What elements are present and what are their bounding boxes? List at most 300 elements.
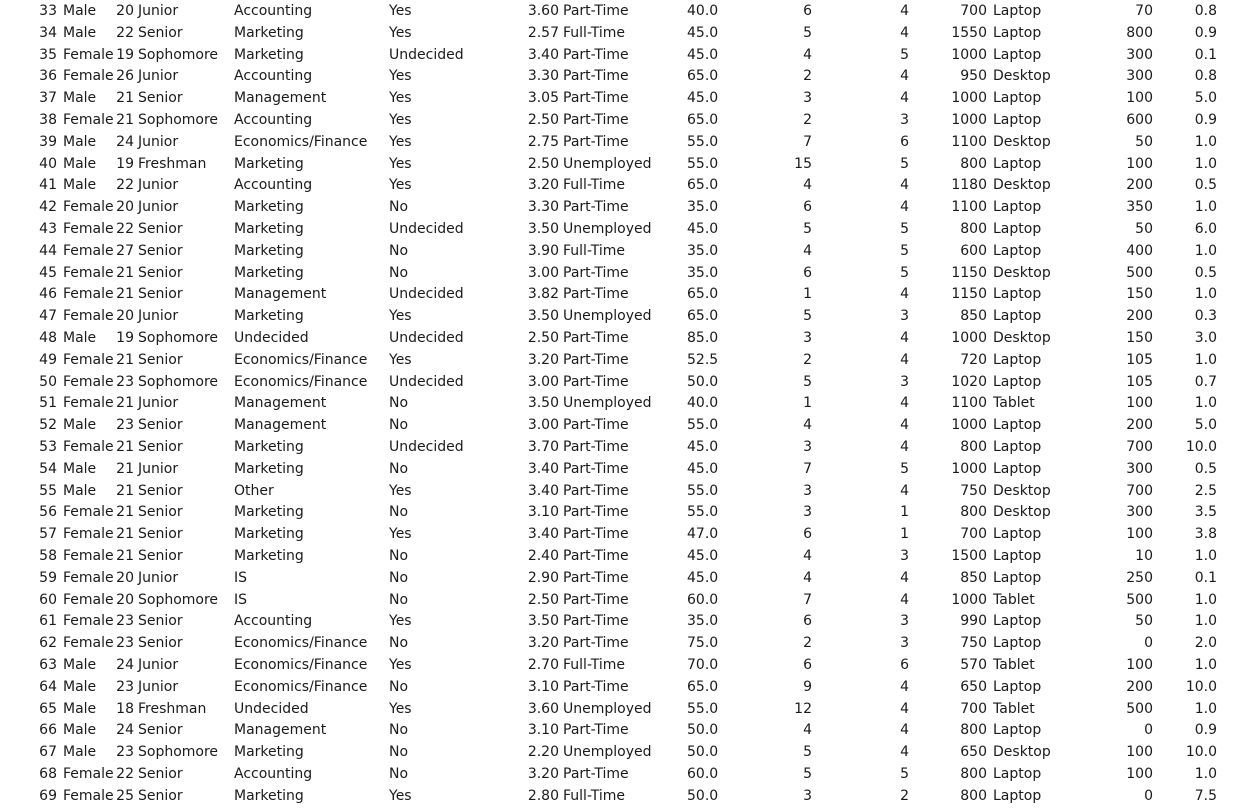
computer-cell: Desktop xyxy=(993,482,1051,499)
salary-cell: 60.0 xyxy=(687,591,719,608)
gender-cell: Female xyxy=(63,308,114,325)
salary-cell: 47.0 xyxy=(687,526,719,543)
spending-cell: 700 xyxy=(960,526,987,543)
gpa-cell: 3.40 xyxy=(527,482,559,499)
gender-cell: Female xyxy=(63,373,114,390)
grad-intention-cell: No xyxy=(389,678,409,695)
spending-cell: 800 xyxy=(960,766,987,782)
class-cell: Freshman xyxy=(138,155,207,172)
table-row xyxy=(0,219,1246,241)
wealth-cell: 5.0 xyxy=(1194,417,1217,434)
major-cell: Accounting xyxy=(234,766,313,782)
spending-cell: 950 xyxy=(960,68,987,85)
id-cell: 44 xyxy=(39,242,57,259)
satisfaction-cell: 5 xyxy=(900,221,909,237)
age-cell: 20 xyxy=(116,199,134,216)
computer-cell: Desktop xyxy=(993,264,1051,281)
gpa-cell: 3.30 xyxy=(527,199,559,216)
text-messages-cell: 700 xyxy=(1126,439,1153,455)
grad-intention-cell: Yes xyxy=(389,482,412,499)
employment-cell: Part-Time xyxy=(563,722,629,739)
satisfaction-cell: 4 xyxy=(900,177,909,194)
gender-cell: Female xyxy=(63,395,114,412)
table-row xyxy=(0,328,1246,350)
age-cell: 23 xyxy=(116,613,134,630)
class-cell: Senior xyxy=(138,221,183,237)
employment-cell: Unemployed xyxy=(563,155,652,172)
satisfaction-cell: 1 xyxy=(900,504,909,521)
computer-cell: Desktop xyxy=(993,177,1051,194)
satisfaction-cell: 3 xyxy=(900,373,909,390)
computer-cell: Tablet xyxy=(993,395,1035,412)
social-networking-cell: 6 xyxy=(803,657,812,673)
social-networking-cell: 9 xyxy=(803,678,812,695)
wealth-cell: 1.0 xyxy=(1194,766,1217,782)
satisfaction-cell: 4 xyxy=(900,744,909,761)
employment-cell: Part-Time xyxy=(563,3,629,19)
major-cell: Marketing xyxy=(234,199,304,216)
id-cell: 56 xyxy=(39,504,57,521)
major-cell: Economics/Finance xyxy=(234,373,368,390)
computer-cell: Laptop xyxy=(993,3,1042,19)
gender-cell: Male xyxy=(63,482,97,499)
satisfaction-cell: 4 xyxy=(900,417,909,434)
social-networking-cell: 2 xyxy=(803,112,812,128)
computer-cell: Laptop xyxy=(993,155,1042,172)
class-cell: Junior xyxy=(138,68,179,85)
spending-cell: 570 xyxy=(960,657,987,673)
computer-cell: Laptop xyxy=(993,569,1042,586)
table-row xyxy=(0,720,1246,742)
gender-cell: Female xyxy=(63,199,114,216)
wealth-cell: 10.0 xyxy=(1185,744,1217,761)
major-cell: Marketing xyxy=(234,155,304,172)
age-cell: 21 xyxy=(116,90,134,107)
table-row xyxy=(0,66,1246,88)
age-cell: 21 xyxy=(116,264,134,281)
social-networking-cell: 3 xyxy=(803,787,812,804)
class-cell: Sophomore xyxy=(138,112,219,128)
gpa-cell: 3.20 xyxy=(527,177,559,194)
table-row xyxy=(0,306,1246,328)
spending-cell: 1180 xyxy=(951,177,987,194)
spending-cell: 990 xyxy=(960,613,987,630)
gender-cell: Male xyxy=(63,417,97,434)
major-cell: Accounting xyxy=(234,68,313,85)
salary-cell: 65.0 xyxy=(687,678,719,695)
id-cell: 48 xyxy=(39,330,57,346)
age-cell: 25 xyxy=(116,787,134,804)
gender-cell: Female xyxy=(63,68,114,85)
age-cell: 22 xyxy=(116,766,134,782)
grad-intention-cell: Yes xyxy=(389,155,412,172)
gpa-cell: 2.70 xyxy=(527,657,559,673)
satisfaction-cell: 5 xyxy=(900,460,909,477)
gpa-cell: 2.40 xyxy=(527,548,559,564)
social-networking-cell: 7 xyxy=(803,133,812,150)
text-messages-cell: 105 xyxy=(1126,373,1153,390)
id-cell: 39 xyxy=(39,133,57,150)
grad-intention-cell: Yes xyxy=(389,112,412,128)
gender-cell: Male xyxy=(63,460,97,477)
spending-cell: 1150 xyxy=(951,286,987,303)
text-messages-cell: 500 xyxy=(1126,700,1153,717)
gender-cell: Female xyxy=(63,264,114,281)
employment-cell: Part-Time xyxy=(563,591,629,608)
grad-intention-cell: No xyxy=(389,722,409,739)
salary-cell: 45.0 xyxy=(687,46,719,63)
satisfaction-cell: 3 xyxy=(900,548,909,564)
text-messages-cell: 500 xyxy=(1126,264,1153,281)
grad-intention-cell: Yes xyxy=(389,613,412,630)
spending-cell: 1150 xyxy=(951,264,987,281)
text-messages-cell: 0 xyxy=(1144,787,1153,804)
salary-cell: 55.0 xyxy=(687,417,719,434)
gpa-cell: 3.10 xyxy=(527,678,559,695)
social-networking-cell: 4 xyxy=(803,548,812,564)
satisfaction-cell: 4 xyxy=(900,351,909,368)
computer-cell: Laptop xyxy=(993,24,1042,41)
computer-cell: Laptop xyxy=(993,90,1042,107)
id-cell: 57 xyxy=(39,526,57,543)
id-cell: 66 xyxy=(39,722,57,739)
spending-cell: 1020 xyxy=(951,373,987,390)
text-messages-cell: 800 xyxy=(1126,24,1153,41)
salary-cell: 60.0 xyxy=(687,766,719,782)
id-cell: 35 xyxy=(39,46,57,63)
wealth-cell: 5.0 xyxy=(1194,90,1217,107)
class-cell: Junior xyxy=(138,199,179,216)
class-cell: Freshman xyxy=(138,700,207,717)
major-cell: Marketing xyxy=(234,504,304,521)
gender-cell: Female xyxy=(63,548,114,564)
satisfaction-cell: 6 xyxy=(900,133,909,150)
satisfaction-cell: 5 xyxy=(900,155,909,172)
computer-cell: Tablet xyxy=(993,591,1035,608)
text-messages-cell: 300 xyxy=(1126,460,1153,477)
age-cell: 21 xyxy=(116,286,134,303)
major-cell: IS xyxy=(234,591,248,608)
major-cell: Accounting xyxy=(234,613,313,630)
employment-cell: Full-Time xyxy=(563,177,625,194)
gender-cell: Female xyxy=(63,635,114,652)
spending-cell: 800 xyxy=(960,722,987,739)
gender-cell: Female xyxy=(63,526,114,543)
employment-cell: Part-Time xyxy=(563,417,629,434)
computer-cell: Laptop xyxy=(993,439,1042,455)
salary-cell: 45.0 xyxy=(687,548,719,564)
text-messages-cell: 300 xyxy=(1126,504,1153,521)
gpa-cell: 3.20 xyxy=(527,766,559,782)
major-cell: Marketing xyxy=(234,744,304,761)
class-cell: Senior xyxy=(138,722,183,739)
wealth-cell: 1.0 xyxy=(1194,700,1217,717)
grad-intention-cell: No xyxy=(389,417,409,434)
spending-cell: 800 xyxy=(960,221,987,237)
age-cell: 20 xyxy=(116,591,134,608)
age-cell: 20 xyxy=(116,308,134,325)
id-cell: 59 xyxy=(39,569,57,586)
spending-cell: 1000 xyxy=(951,417,987,434)
computer-cell: Laptop xyxy=(993,635,1042,652)
social-networking-cell: 2 xyxy=(803,351,812,368)
major-cell: Other xyxy=(234,482,274,499)
salary-cell: 65.0 xyxy=(687,308,719,325)
salary-cell: 65.0 xyxy=(687,112,719,128)
class-cell: Senior xyxy=(138,264,183,281)
age-cell: 27 xyxy=(116,242,134,259)
spending-cell: 1000 xyxy=(951,330,987,346)
spending-cell: 1100 xyxy=(951,199,987,216)
text-messages-cell: 250 xyxy=(1126,569,1153,586)
class-cell: Senior xyxy=(138,286,183,303)
employment-cell: Part-Time xyxy=(563,766,629,782)
table-row xyxy=(0,88,1246,110)
table-row xyxy=(0,502,1246,524)
social-networking-cell: 3 xyxy=(803,330,812,346)
social-networking-cell: 5 xyxy=(803,24,812,41)
salary-cell: 40.0 xyxy=(687,3,719,19)
gpa-cell: 3.40 xyxy=(527,526,559,543)
wealth-cell: 1.0 xyxy=(1194,657,1217,673)
id-cell: 54 xyxy=(39,460,57,477)
table-row xyxy=(0,197,1246,219)
class-cell: Senior xyxy=(138,90,183,107)
major-cell: Marketing xyxy=(234,264,304,281)
salary-cell: 50.0 xyxy=(687,787,719,804)
gpa-cell: 3.90 xyxy=(527,242,559,259)
id-cell: 64 xyxy=(39,678,57,695)
table-row xyxy=(0,590,1246,612)
text-messages-cell: 100 xyxy=(1126,155,1153,172)
social-networking-cell: 6 xyxy=(803,199,812,216)
gpa-cell: 3.40 xyxy=(527,46,559,63)
salary-cell: 45.0 xyxy=(687,439,719,455)
table-row xyxy=(0,459,1246,481)
id-cell: 45 xyxy=(39,264,57,281)
age-cell: 21 xyxy=(116,351,134,368)
employment-cell: Part-Time xyxy=(563,90,629,107)
satisfaction-cell: 4 xyxy=(900,330,909,346)
class-cell: Junior xyxy=(138,460,179,477)
table-row xyxy=(0,611,1246,633)
age-cell: 22 xyxy=(116,177,134,194)
computer-cell: Desktop xyxy=(993,744,1051,761)
computer-cell: Desktop xyxy=(993,330,1051,346)
age-cell: 26 xyxy=(116,68,134,85)
text-messages-cell: 0 xyxy=(1144,722,1153,739)
computer-cell: Tablet xyxy=(993,700,1035,717)
text-messages-cell: 50 xyxy=(1135,221,1153,237)
grad-intention-cell: Undecided xyxy=(389,439,464,455)
major-cell: Marketing xyxy=(234,439,304,455)
salary-cell: 65.0 xyxy=(687,68,719,85)
social-networking-cell: 5 xyxy=(803,373,812,390)
social-networking-cell: 1 xyxy=(803,395,812,412)
age-cell: 21 xyxy=(116,395,134,412)
gender-cell: Female xyxy=(63,504,114,521)
grad-intention-cell: No xyxy=(389,242,409,259)
age-cell: 18 xyxy=(116,700,134,717)
id-cell: 55 xyxy=(39,482,57,499)
id-cell: 38 xyxy=(39,112,57,128)
id-cell: 36 xyxy=(39,68,57,85)
gpa-cell: 3.50 xyxy=(527,395,559,412)
spending-cell: 1100 xyxy=(951,395,987,412)
major-cell: Marketing xyxy=(234,460,304,477)
table-row xyxy=(0,546,1246,568)
id-cell: 47 xyxy=(39,308,57,325)
id-cell: 50 xyxy=(39,373,57,390)
computer-cell: Laptop xyxy=(993,112,1042,128)
wealth-cell: 0.7 xyxy=(1194,373,1217,390)
table-row xyxy=(0,524,1246,546)
major-cell: Economics/Finance xyxy=(234,133,368,150)
age-cell: 23 xyxy=(116,744,134,761)
social-networking-cell: 5 xyxy=(803,308,812,325)
salary-cell: 45.0 xyxy=(687,221,719,237)
major-cell: IS xyxy=(234,569,248,586)
age-cell: 23 xyxy=(116,635,134,652)
gpa-cell: 3.40 xyxy=(527,460,559,477)
grad-intention-cell: Yes xyxy=(389,351,412,368)
employment-cell: Part-Time xyxy=(563,351,629,368)
employment-cell: Part-Time xyxy=(563,678,629,695)
salary-cell: 55.0 xyxy=(687,482,719,499)
wealth-cell: 1.0 xyxy=(1194,613,1217,630)
major-cell: Accounting xyxy=(234,177,313,194)
employment-cell: Unemployed xyxy=(563,744,652,761)
gender-cell: Female xyxy=(63,46,114,63)
class-cell: Sophomore xyxy=(138,591,219,608)
gender-cell: Male xyxy=(63,90,97,107)
text-messages-cell: 100 xyxy=(1126,526,1153,543)
text-messages-cell: 150 xyxy=(1126,330,1153,346)
employment-cell: Full-Time xyxy=(563,787,625,804)
text-messages-cell: 105 xyxy=(1126,351,1153,368)
grad-intention-cell: Undecided xyxy=(389,330,464,346)
grad-intention-cell: Yes xyxy=(389,657,412,673)
satisfaction-cell: 3 xyxy=(900,635,909,652)
table-row xyxy=(0,154,1246,176)
social-networking-cell: 4 xyxy=(803,177,812,194)
salary-cell: 65.0 xyxy=(687,286,719,303)
grad-intention-cell: No xyxy=(389,460,409,477)
age-cell: 20 xyxy=(116,3,134,19)
social-networking-cell: 6 xyxy=(803,3,812,19)
age-cell: 22 xyxy=(116,221,134,237)
major-cell: Marketing xyxy=(234,46,304,63)
major-cell: Marketing xyxy=(234,548,304,564)
social-networking-cell: 2 xyxy=(803,635,812,652)
id-cell: 33 xyxy=(39,3,57,19)
wealth-cell: 3.8 xyxy=(1194,526,1217,543)
wealth-cell: 0.3 xyxy=(1194,308,1217,325)
table-row xyxy=(0,1,1246,23)
class-cell: Sophomore xyxy=(138,744,219,761)
id-cell: 34 xyxy=(39,24,57,41)
table-row xyxy=(0,350,1246,372)
gender-cell: Male xyxy=(63,657,97,673)
spending-cell: 600 xyxy=(960,242,987,259)
employment-cell: Part-Time xyxy=(563,569,629,586)
social-networking-cell: 5 xyxy=(803,221,812,237)
class-cell: Senior xyxy=(138,548,183,564)
class-cell: Sophomore xyxy=(138,373,219,390)
table-row xyxy=(0,372,1246,394)
wealth-cell: 0.9 xyxy=(1194,112,1217,128)
text-messages-cell: 0 xyxy=(1144,635,1153,652)
computer-cell: Laptop xyxy=(993,242,1042,259)
text-messages-cell: 300 xyxy=(1126,68,1153,85)
class-cell: Senior xyxy=(138,504,183,521)
satisfaction-cell: 4 xyxy=(900,3,909,19)
wealth-cell: 0.1 xyxy=(1194,46,1217,63)
id-cell: 61 xyxy=(39,613,57,630)
major-cell: Marketing xyxy=(234,308,304,325)
gpa-cell: 2.90 xyxy=(527,569,559,586)
computer-cell: Laptop xyxy=(993,308,1042,325)
employment-cell: Unemployed xyxy=(563,308,652,325)
class-cell: Sophomore xyxy=(138,330,219,346)
spending-cell: 650 xyxy=(960,744,987,761)
grad-intention-cell: Yes xyxy=(389,68,412,85)
wealth-cell: 0.1 xyxy=(1194,569,1217,586)
class-cell: Senior xyxy=(138,766,183,782)
satisfaction-cell: 4 xyxy=(900,591,909,608)
employment-cell: Unemployed xyxy=(563,700,652,717)
class-cell: Junior xyxy=(138,395,179,412)
age-cell: 19 xyxy=(116,155,134,172)
class-cell: Junior xyxy=(138,569,179,586)
class-cell: Senior xyxy=(138,613,183,630)
spending-cell: 750 xyxy=(960,635,987,652)
employment-cell: Full-Time xyxy=(563,657,625,673)
satisfaction-cell: 4 xyxy=(900,722,909,739)
salary-cell: 75.0 xyxy=(687,635,719,652)
gpa-cell: 3.20 xyxy=(527,635,559,652)
grad-intention-cell: Yes xyxy=(389,526,412,543)
id-cell: 67 xyxy=(39,744,57,761)
wealth-cell: 1.0 xyxy=(1194,548,1217,564)
gpa-cell: 3.60 xyxy=(527,700,559,717)
major-cell: Marketing xyxy=(234,24,304,41)
text-messages-cell: 100 xyxy=(1126,744,1153,761)
gender-cell: Female xyxy=(63,221,114,237)
wealth-cell: 0.5 xyxy=(1194,177,1217,194)
major-cell: Management xyxy=(234,722,327,739)
salary-cell: 45.0 xyxy=(687,24,719,41)
wealth-cell: 3.0 xyxy=(1194,330,1217,346)
gender-cell: Female xyxy=(63,787,114,804)
satisfaction-cell: 3 xyxy=(900,613,909,630)
text-messages-cell: 10 xyxy=(1135,548,1153,564)
computer-cell: Laptop xyxy=(993,46,1042,63)
employment-cell: Part-Time xyxy=(563,199,629,216)
grad-intention-cell: No xyxy=(389,504,409,521)
employment-cell: Part-Time xyxy=(563,112,629,128)
gender-cell: Male xyxy=(63,24,97,41)
age-cell: 24 xyxy=(116,133,134,150)
employment-cell: Part-Time xyxy=(563,460,629,477)
age-cell: 21 xyxy=(116,439,134,455)
table-row xyxy=(0,481,1246,503)
employment-cell: Part-Time xyxy=(563,613,629,630)
major-cell: Management xyxy=(234,417,327,434)
class-cell: Senior xyxy=(138,417,183,434)
social-networking-cell: 7 xyxy=(803,591,812,608)
satisfaction-cell: 4 xyxy=(900,286,909,303)
